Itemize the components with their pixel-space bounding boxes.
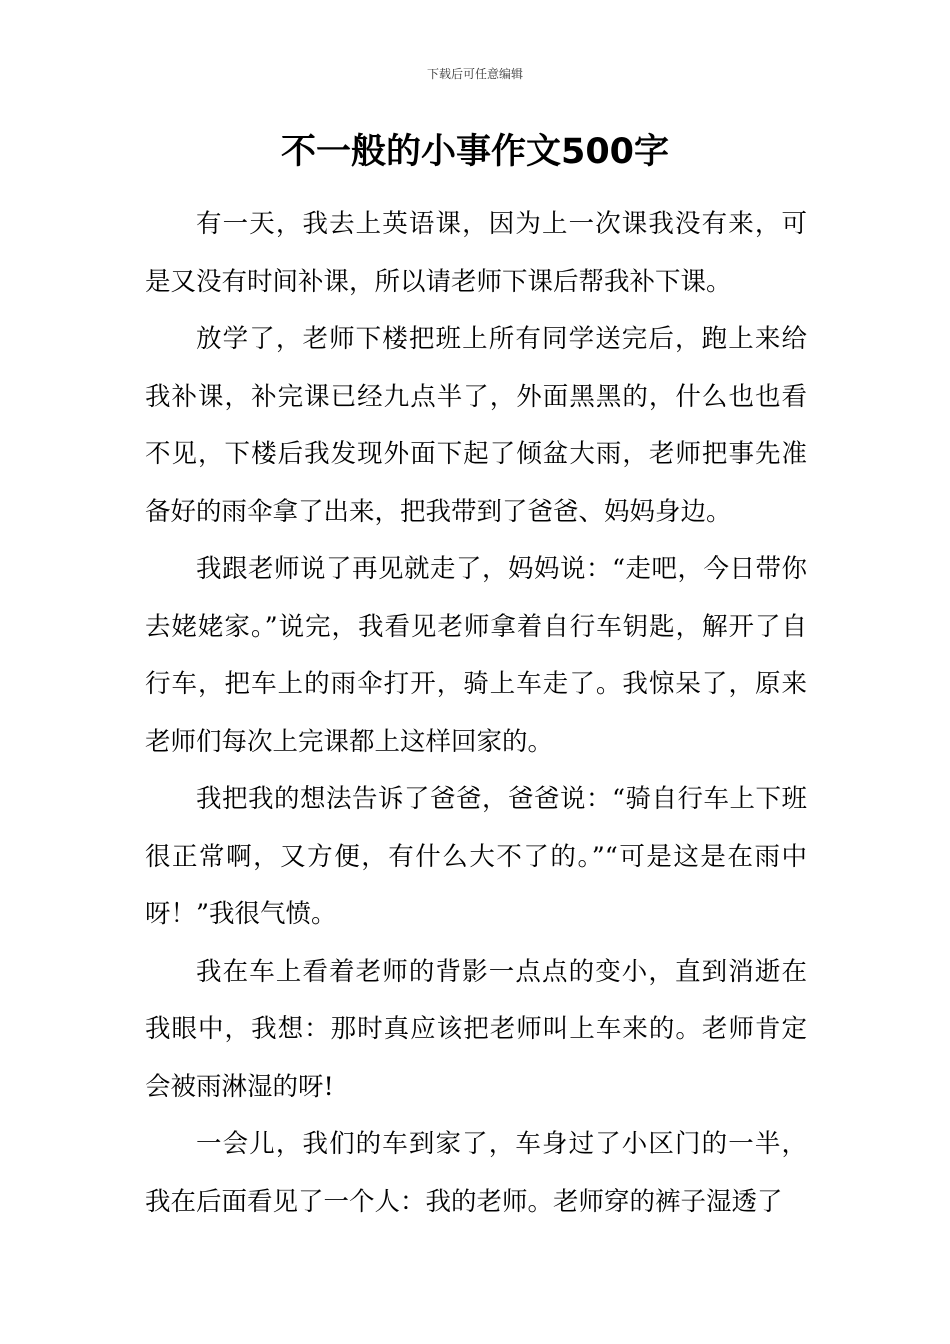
paragraph: 我跟老师说了再见就走了，妈妈说：“走吧，今日带你去姥姥家。”说完，我看见老师拿着自行车钥匙，解开了自行车，把车上的雨伞打开，骑上车走了。我惊呆了，原来老师们每次上完课都上这样回家的。 — [145, 554, 807, 757]
header-note: 下载后可任意编辑 — [426, 67, 523, 81]
paragraph: 我把我的想法告诉了爸爸，爸爸说：“骑自行车上下班很正常啊，又方便，有什么大不了的。”“可是这是在雨中呀！”我很气愤。 — [145, 784, 807, 929]
paragraph: 放学了，老师下楼把班上所有同学送完后，跑上来给我补课，补完课已经九点半了，外面黑黑的，什么也也看不见，下楼后我发现外面下起了倾盆大雨，老师把事先准备好的雨伞拿了出来，把我带到了爸爸、妈妈身边。 — [145, 324, 807, 527]
paragraph: 有一天，我去上英语课，因为上一次课我没有来，可是又没有时间补课，所以请老师下课后帮我补下课。 — [145, 209, 807, 297]
paragraph: 一会儿，我们的车到家了，车身过了小区门的一半，我在后面看见了一个人：我的老师。老师穿的裤子湿透了 — [145, 1129, 807, 1217]
document-title: 不一般的小事作文500字 — [280, 132, 670, 172]
essay-body — [145, 196, 807, 1231]
paragraph: 我在车上看着老师的背影一点点的变小，直到消逝在我眼中，我想：那时真应该把老师叫上车来的。老师肯定会被雨淋湿的呀! — [145, 956, 807, 1102]
